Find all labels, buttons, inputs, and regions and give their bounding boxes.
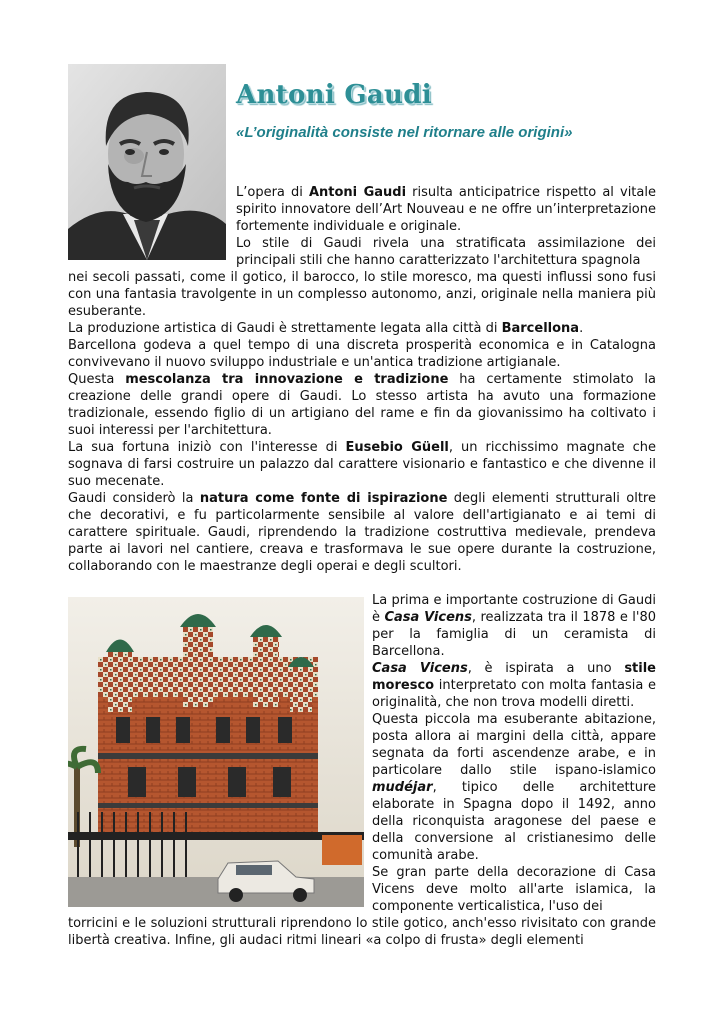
barcellona-text-post: .	[579, 321, 584, 336]
vicens-paragraph-1	[372, 592, 656, 660]
body-paragraph-catalogna: Barcellona godeva a quel tempo di una discreta prosperità economica e in Catalogna convivevano il nuovo sviluppo industriale e un'antica tradizione artigianale.	[68, 338, 656, 370]
vicens-paragraph-2	[372, 660, 656, 711]
casa-vicens-photo	[68, 597, 364, 907]
barcellona-text-pre: La produzione artistica di Gaudi è strettamente legata alla città di	[68, 321, 502, 336]
vicens-p3-text-post: , tipico delle architetture elaborate in Spagna dopo il 1492, anno della riconquista aragonese del paese e della conversione al cristianesimo delle comunità arabe.	[372, 780, 656, 863]
vicens-paragraph-4-start: Se gran parte della decorazione di Casa Vicens deve molto all'arte islamica, la componente verticalistica, l'uso dei	[372, 865, 656, 914]
gaudi-portrait-photo	[68, 64, 226, 260]
body-paragraph-natura	[68, 490, 656, 575]
stile-moresco-bold: stile moresco	[372, 661, 656, 693]
mescolanza-text-pre: Questa	[68, 372, 126, 387]
natura-text-post: degli elementi strutturali oltre che decorativi, e fu particolarmente sensibile al valore dell'artigianato e ai temi di carattere spirituale. Gaudi, riprendendo la tradizione costruttiva medievale, prendeva parte ai lavori nel cantiere, creava e trasformava le sue opere durante la costruzione, collaborando con le maestranze degli operai e degli scultori.	[68, 491, 656, 574]
vicens-p1-text-post: , realizzata tra il 1878 e l'80 per la famiglia di un ceramista di Barcellona.	[372, 610, 657, 659]
body-paragraph-guell	[68, 439, 656, 490]
barcellona-bold: Barcellona	[501, 321, 580, 336]
intro-paragraph-2-start: Lo stile di Gaudi rivela una stratificata assimilazione dei principali stili che hanno caratterizzato l'architettura spagnola	[236, 236, 656, 268]
mudejar-italic: mudéjar	[372, 780, 433, 795]
casa-vicens-italic: Casa Vicens	[384, 610, 472, 625]
vicens-p2-text-post: interpretato con molta fantasia e originalità, che non trova modelli diretti.	[372, 678, 656, 710]
body-paragraph-mescolanza	[68, 371, 656, 439]
natura-text-pre: Gaudi considerò la	[68, 491, 200, 506]
mescolanza-text-post: ha certamente stimolato la creazione delle grandi opere di Gaudi. Lo stesso artista ha avuto una formazione tradizionale, essendo figlio di un artigiano del rame e fin da giovanissimo ha coltivato i suoi interessi per l'architettura.	[68, 372, 656, 438]
intro-text-pre: L’opera di	[236, 185, 309, 200]
natura-bold: natura come fonte di ispirazione	[199, 491, 448, 506]
casa-vicens-illustration	[68, 597, 364, 907]
vicens-p2-text-mid: , è ispirata a uno	[467, 661, 625, 676]
vicens-paragraph-3	[372, 711, 656, 864]
mescolanza-bold: mescolanza tra innovazione e tradizione	[125, 372, 449, 387]
casa-vicens-italic-2: Casa Vicens	[372, 661, 468, 676]
guell-text-post: , un ricchissimo magnate che sognava di farsi costruire un palazzo dal carattere visionario e fantastico e che divenne il suo mecenate.	[68, 440, 656, 489]
guell-text-pre: La sua fortuna iniziò con l'interesse di	[68, 440, 346, 455]
vicens-p1-text-pre: La prima e importante costruzione di Gaudi è	[372, 593, 656, 625]
antoni-gaudi-bold: Antoni Gaudi	[308, 185, 407, 200]
eusebio-guell-bold: Eusebio Güell	[345, 440, 449, 455]
body-paragraph-barcellona	[68, 320, 656, 337]
intro-paragraph-2-rest: nei secoli passati, come il gotico, il barocco, lo stile moresco, ma questi influssi sono fusi con una fantasia travolgente in un complesso autonomo, anzi, originale nella maniera più esuberante.	[68, 270, 656, 319]
vicens-p3-text-pre: Questa piccola ma esuberante abitazione, posta allora ai margini della città, appare segnata da forti ascendenze arabe, e in particolare dallo stile ispano-islamico	[372, 712, 656, 778]
intro-paragraph-1	[236, 184, 656, 235]
portrait-illustration	[68, 64, 226, 260]
vicens-paragraph-4-rest: torricini e le soluzioni strutturali riprendono lo stile gotico, anch'esso rivisitato con grande libertà creativa. Infine, gli audaci ritmi lineari «a colpo di frusta» degli elementi	[68, 916, 656, 948]
page-title: Antoni Gaudi	[236, 80, 432, 110]
intro-text-post: risulta anticipatrice rispetto al vitale spirito innovatore dell’Art Nouveau e ne offre un’interpretazione fortemente individuale e originale.	[236, 185, 656, 234]
motto-quote: «L’originalità consiste nel ritornare alle origini»	[236, 124, 573, 141]
